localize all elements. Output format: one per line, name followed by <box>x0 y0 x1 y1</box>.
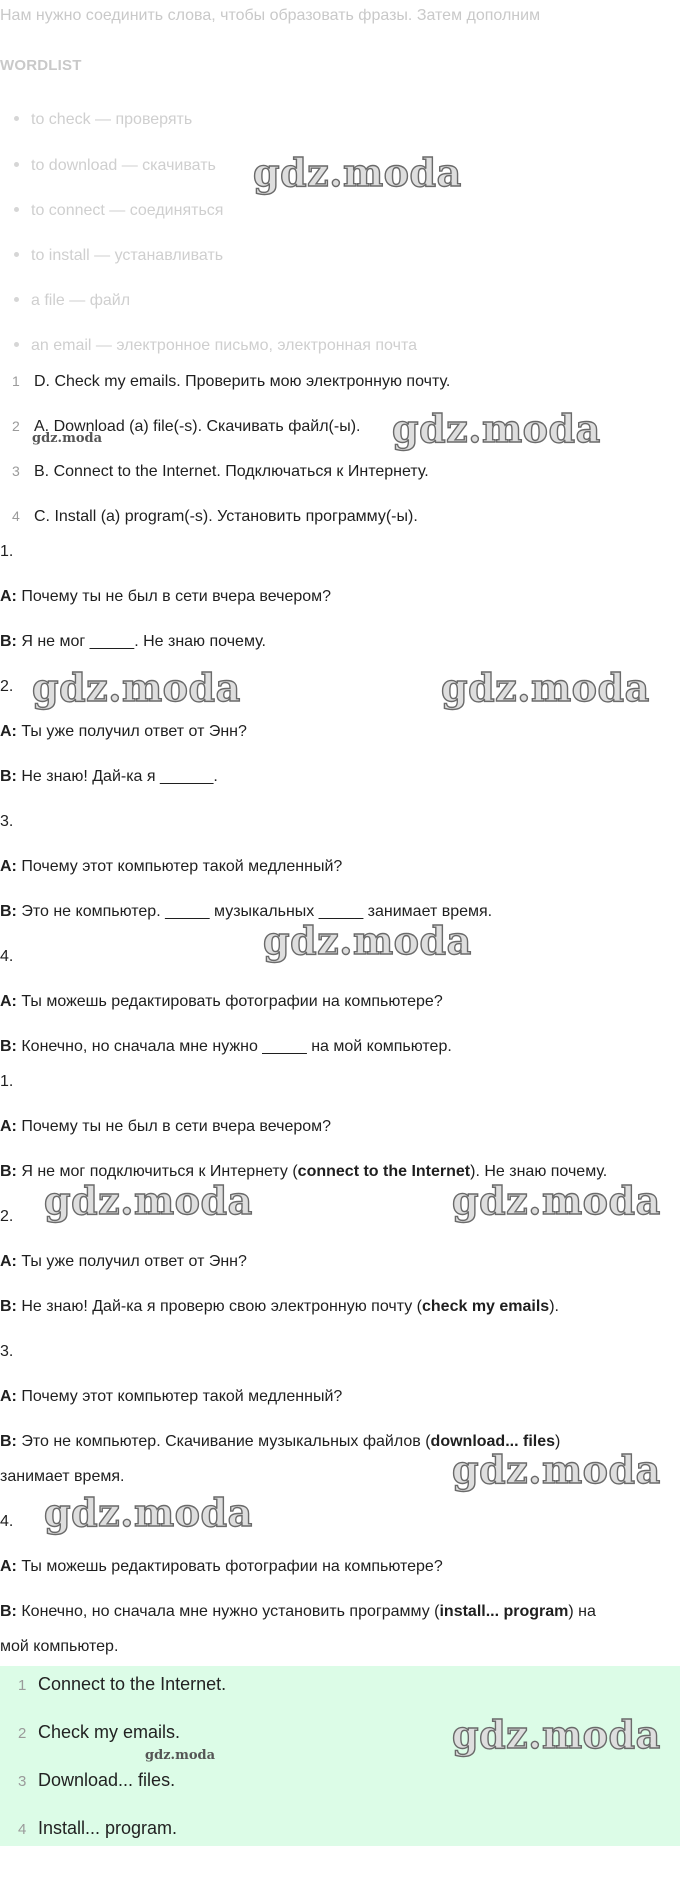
speaker-label: A: <box>0 588 17 605</box>
dialog-text: Почему ты не был в сети вчера вечером? <box>21 1118 332 1135</box>
speaker-label: B: <box>0 768 17 785</box>
answer-line-a <box>0 1388 342 1406</box>
wordlist-item-text: a file — файл <box>31 292 131 309</box>
answer-phrase: connect to the Internet <box>297 1163 471 1180</box>
dialog-text: Я не мог _____. Не знаю почему. <box>21 633 266 650</box>
wordlist-item-text: to download — скачивать <box>31 157 216 174</box>
dialog-text: Ты можешь редактировать фотографии на компьютере? <box>21 1558 443 1575</box>
match-text: D. Check my emails. Проверить мою электронную почту. <box>34 373 451 390</box>
answer-text: Это не компьютер. Скачивание музыкальных файлов ( <box>21 1433 431 1450</box>
bullet-dot <box>14 162 19 167</box>
watermark-logo: gdz.moda <box>44 1178 253 1223</box>
answer-line-b <box>0 1603 596 1621</box>
answer-box-item <box>0 1770 175 1791</box>
list-number: 2 <box>18 1725 27 1742</box>
answer-number: 1. <box>0 1073 14 1090</box>
speaker-label: B: <box>0 1163 17 1180</box>
answer-phrase: install... program <box>439 1603 569 1620</box>
watermark-logo: gdz.moda <box>452 1178 661 1223</box>
wordlist-item-text: to connect — соединяться <box>31 202 224 219</box>
speaker-label: A: <box>0 1388 17 1405</box>
watermark-logo: gdz.moda <box>263 918 472 963</box>
bullet-dot <box>14 116 19 121</box>
match-item <box>0 373 450 391</box>
answer-box-text: Check my emails. <box>38 1722 181 1742</box>
dialog-text: Это не компьютер. _____ музыкальных _____ занимает время. <box>21 903 493 920</box>
answer-text: ). <box>549 1298 559 1315</box>
dialog-line-a <box>0 588 331 606</box>
match-text: C. Install (a) program(-s). Установить программу(-ы). <box>34 508 418 525</box>
dialog-text: Ты уже получил ответ от Энн? <box>21 723 247 740</box>
list-number: 2 <box>12 418 20 434</box>
answer-box-item <box>0 1722 180 1743</box>
answer-box-text: Install... program. <box>38 1818 178 1838</box>
speaker-label: A: <box>0 993 17 1010</box>
wordlist-item <box>14 247 223 265</box>
speaker-label: A: <box>0 858 17 875</box>
answer-number: 3. <box>0 1343 14 1360</box>
dialog-line-b <box>0 1038 452 1056</box>
dialog-text: Почему этот компьютер такой медленный? <box>21 858 343 875</box>
bullet-dot <box>14 297 19 302</box>
speaker-label: B: <box>0 1038 17 1055</box>
list-number: 4 <box>12 508 20 524</box>
watermark-small: gdz.moda <box>32 431 103 446</box>
answer-box-text: Connect to the Internet. <box>38 1674 227 1694</box>
answer-text: Не знаю! Дай-ка я проверю свою электронную почту ( <box>21 1298 422 1315</box>
answer-text: ) на <box>568 1603 596 1620</box>
answer-line-a <box>0 1118 331 1136</box>
speaker-label: A: <box>0 1253 17 1270</box>
bullet-dot <box>14 252 19 257</box>
answer-phrase: download... files <box>430 1433 555 1450</box>
wordlist-item <box>14 157 216 175</box>
dialog-text: Почему этот компьютер такой медленный? <box>21 1388 343 1405</box>
answer-number: 4. <box>0 1513 14 1530</box>
dialog-number: 1. <box>0 543 14 560</box>
dialog-number: 3. <box>0 813 14 830</box>
wordlist-item <box>14 292 130 310</box>
answer-line-b-cont: мой компьютер. <box>0 1638 119 1655</box>
watermark-logo: gdz.moda <box>392 406 601 451</box>
watermark-logo: gdz.moda <box>441 665 650 710</box>
dialog-text: Конечно, но сначала мне нужно _____ на мой компьютер. <box>21 1038 452 1055</box>
dialog-text: Почему ты не был в сети вчера вечером? <box>21 588 332 605</box>
wordlist-item-text: to check — проверять <box>31 111 193 128</box>
dialog-number: 2. <box>0 678 14 695</box>
wordlist-item <box>14 111 192 129</box>
dialog-text: Ты можешь редактировать фотографии на компьютере? <box>21 993 443 1010</box>
list-number: 3 <box>12 463 20 479</box>
answer-line-b-cont: занимает время. <box>0 1468 125 1485</box>
speaker-label: B: <box>0 1603 17 1620</box>
speaker-label: B: <box>0 633 17 650</box>
answer-text: ) <box>555 1433 561 1450</box>
answer-phrase: check my emails <box>422 1298 550 1315</box>
dialog-line-a <box>0 993 443 1011</box>
list-number: 4 <box>18 1821 27 1838</box>
answer-text: Я не мог подключиться к Интернету ( <box>21 1163 298 1180</box>
speaker-label: A: <box>0 1558 17 1575</box>
dialog-number: 4. <box>0 948 14 965</box>
match-item <box>0 463 429 481</box>
match-text: A. Download (a) file(-s). Скачивать файл(-ы). <box>34 418 361 435</box>
match-item <box>0 508 418 526</box>
list-number: 1 <box>12 373 20 389</box>
watermark-logo: gdz.moda <box>452 1712 661 1757</box>
wordlist-item <box>14 337 417 355</box>
dialog-line-a <box>0 723 247 741</box>
watermark-logo: gdz.moda <box>452 1447 661 1492</box>
watermark-logo: gdz.moda <box>253 150 462 195</box>
answer-number: 2. <box>0 1208 14 1225</box>
watermark-logo: gdz.moda <box>44 1490 253 1535</box>
wordlist-item <box>14 202 223 220</box>
list-number: 1 <box>18 1677 27 1694</box>
dialog-text: Не знаю! Дай-ка я ______. <box>21 768 218 785</box>
answer-text: Конечно, но сначала мне нужно установить программу ( <box>21 1603 440 1620</box>
watermark-small: gdz.moda <box>145 1748 216 1763</box>
answer-line-b <box>0 1298 559 1316</box>
answer-line-a <box>0 1253 247 1271</box>
wordlist-title: WORDLIST <box>0 57 82 74</box>
wordlist-item-text: to install — устанавливать <box>31 247 224 264</box>
dialog-line-b <box>0 768 218 786</box>
speaker-label: B: <box>0 1298 17 1315</box>
answer-box-item <box>0 1818 177 1839</box>
speaker-label: B: <box>0 1433 17 1450</box>
answer-line-a <box>0 1558 443 1576</box>
intro-text: Нам нужно соединить слова, чтобы образовать фразы. Затем дополним <box>0 7 541 24</box>
watermark-logo: gdz.moda <box>32 665 241 710</box>
bullet-dot <box>14 342 19 347</box>
answer-box-text: Download... files. <box>38 1770 176 1790</box>
answer-text: ). Не знаю почему. <box>470 1163 608 1180</box>
speaker-label: A: <box>0 1118 17 1135</box>
dialog-line-b <box>0 633 266 651</box>
speaker-label: B: <box>0 903 17 920</box>
match-text: B. Connect to the Internet. Подключаться к Интернету. <box>34 463 429 480</box>
dialog-line-a <box>0 858 342 876</box>
answer-box-item <box>0 1674 226 1695</box>
list-number: 3 <box>18 1773 27 1790</box>
speaker-label: A: <box>0 723 17 740</box>
bullet-dot <box>14 207 19 212</box>
dialog-text: Ты уже получил ответ от Энн? <box>21 1253 247 1270</box>
wordlist-item-text: an email — электронное письмо, электронная почта <box>31 337 417 354</box>
